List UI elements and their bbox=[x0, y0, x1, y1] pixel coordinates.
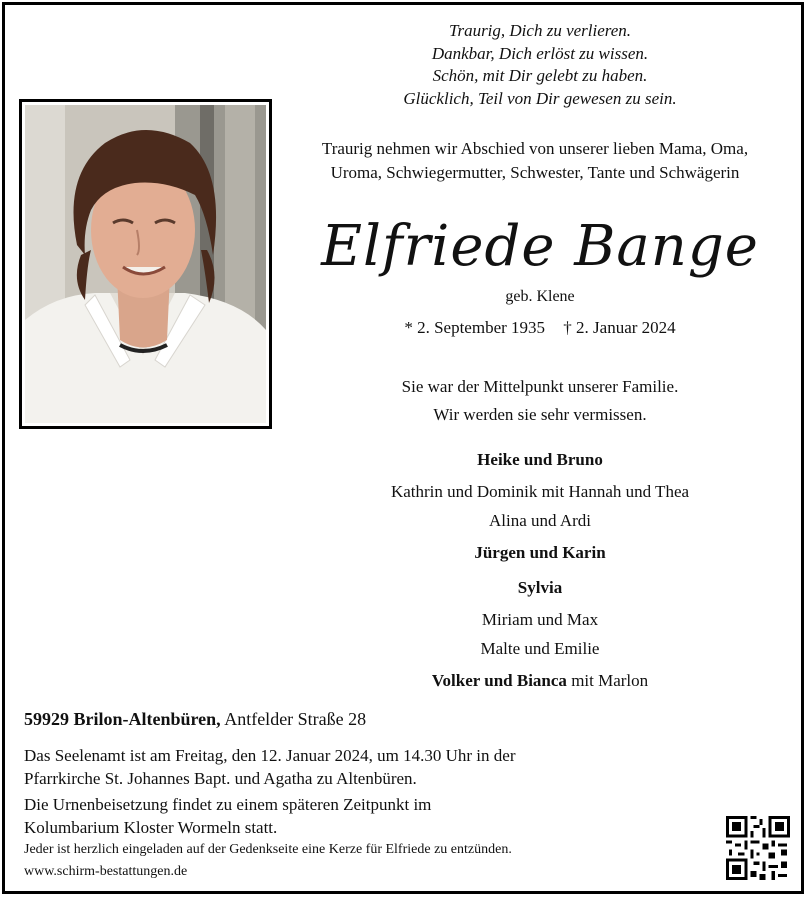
life-dates bbox=[300, 318, 780, 338]
website-link[interactable]: www.schirm-bestattungen.de bbox=[24, 864, 188, 879]
intro-text bbox=[280, 137, 790, 185]
address-street: Antfelder Straße 28 bbox=[224, 709, 367, 729]
burial-line: Kolumbarium Kloster Wormeln statt. bbox=[24, 818, 278, 837]
poem-line: Dankbar, Dich erlöst zu wissen. bbox=[431, 43, 649, 63]
mourner-group-name: Jürgen und Karin bbox=[474, 543, 606, 562]
sentence-line: Wir werden sie sehr vermissen. bbox=[433, 405, 647, 424]
poem bbox=[300, 20, 780, 110]
address-city: 59929 Brilon-Altenbüren, bbox=[24, 709, 221, 729]
mourner-suffix: mit Marlon bbox=[571, 671, 649, 690]
mourners-list bbox=[300, 442, 780, 698]
address bbox=[24, 709, 366, 730]
maiden-name: geb. Klene bbox=[505, 288, 575, 305]
deceased-name: Elfriede Bange bbox=[321, 214, 759, 279]
service-line: Das Seelenamt ist am Freitag, den 12. Januar 2024, um 14.30 Uhr in der bbox=[24, 746, 516, 765]
service-info bbox=[24, 744, 714, 842]
burial-paragraph bbox=[24, 793, 714, 839]
sentence-line: Sie war der Mittelpunkt unserer Familie. bbox=[401, 377, 679, 396]
death-date: † 2. Januar 2024 bbox=[563, 318, 676, 337]
service-line: Pfarrkirche St. Johannes Bapt. und Agatha zu Altenbüren. bbox=[24, 769, 417, 788]
mourner-group-name: Volker und Bianca bbox=[431, 671, 567, 690]
mourner-line: Kathrin und Dominik mit Hannah und Thea bbox=[390, 482, 690, 501]
mourner-line: Malte und Emilie bbox=[480, 639, 600, 658]
mourner-group bbox=[300, 663, 780, 698]
intro-line: Traurig nehmen wir Abschied von unserer lieben Mama, Oma, bbox=[321, 139, 749, 158]
portrait-image bbox=[25, 105, 266, 423]
portrait-photo bbox=[19, 99, 272, 429]
intro-line: Uroma, Schwiegermutter, Schwester, Tante und Schwägerin bbox=[330, 163, 740, 182]
mourner-line: Miriam und Max bbox=[481, 610, 599, 629]
service-paragraph bbox=[24, 744, 714, 790]
birth-date: * 2. September 1935 bbox=[404, 318, 546, 337]
candle-invitation: Jeder ist herzlich eingeladen auf der Gedenkseite eine Kerze für Elfriede zu entzünden. bbox=[24, 842, 512, 857]
poem-line: Glücklich, Teil von Dir gewesen zu sein. bbox=[403, 88, 677, 108]
mourner-line: Alina und Ardi bbox=[489, 511, 591, 530]
memorial-sentence bbox=[300, 373, 780, 429]
invite-block bbox=[24, 839, 512, 883]
burial-line: Die Urnenbeisetzung findet zu einem späteren Zeitpunkt im bbox=[24, 795, 432, 814]
mourner-group-name: Heike und Bruno bbox=[477, 450, 603, 469]
mourner-group-name: Sylvia bbox=[517, 578, 563, 597]
qr-code[interactable] bbox=[726, 816, 790, 880]
poem-line: Traurig, Dich zu verlieren. bbox=[448, 21, 632, 40]
poem-line: Schön, mit Dir gelebt zu haben. bbox=[432, 66, 648, 85]
